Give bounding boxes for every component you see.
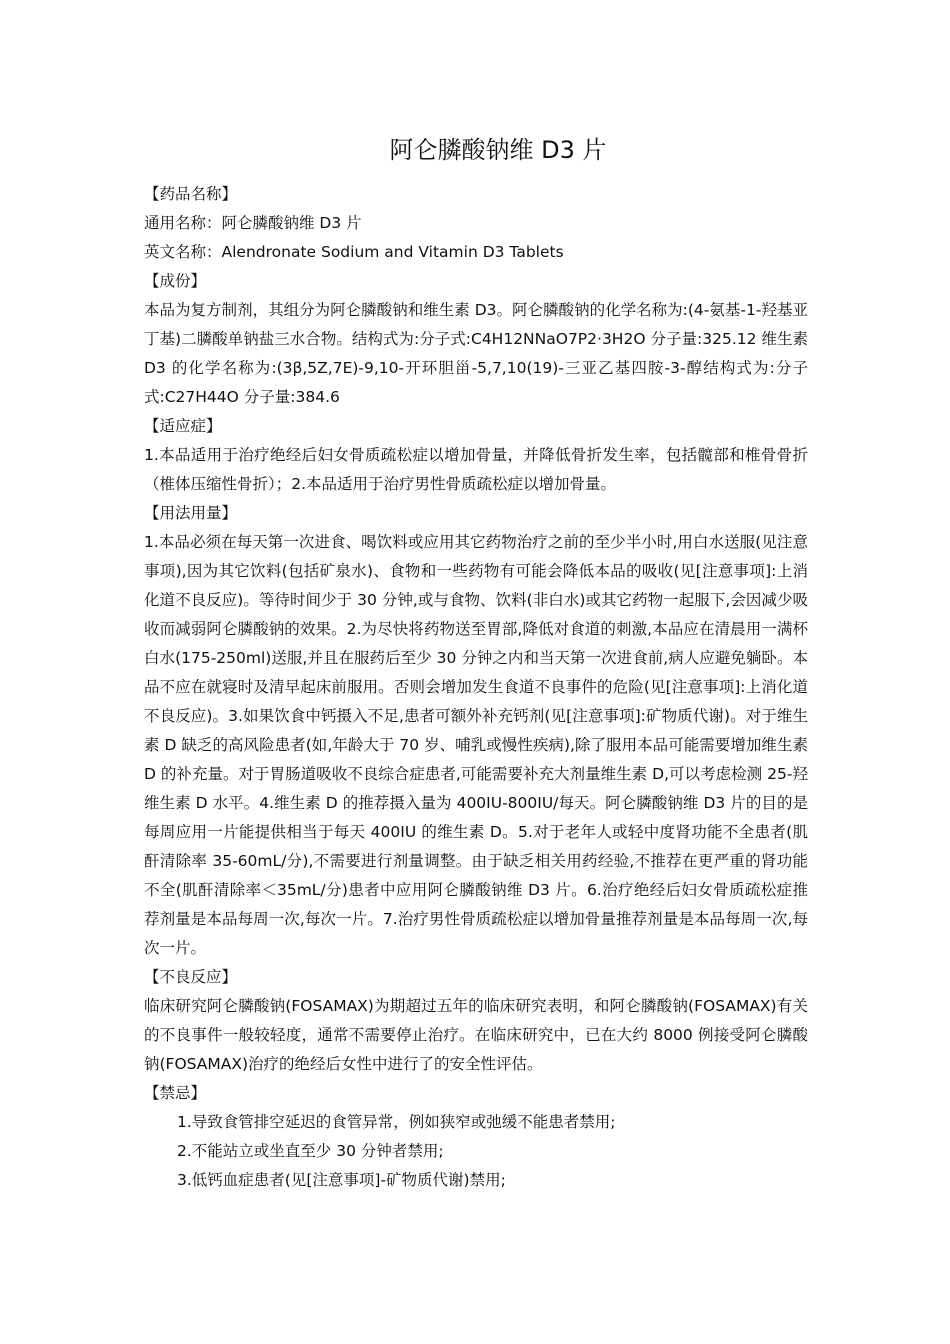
contraindication-item: 1.导致食管排空延迟的食管异常，例如狭窄或弛缓不能患者禁用; bbox=[177, 1113, 616, 1131]
dosage-text: 1.本品必须在每天第一次进食、喝饮料或应用其它药物治疗之前的至少半小时,用白水送服(见注意事项),因为其它饮料(包括矿泉水)、食物和一些药物有可能会降低本品的吸收(见[注意事项]:上消化道不良反应)。等待时间少于 30 分钟,或与食物、饮料(非白水)或其它药物一起服下,会因减少吸收而减弱阿仑膦酸钠的效果。2.为尽快将药物送至胃部,降低对食道的刺激,本品应在清晨用一满杯白水(175-250ml)送服,并且在服药后至少 30 分钟之内和当天第一次进食前,病人应避免躺卧。本品不应在就寝时及清早起床前服用。否则会增加发生食道不良事件的危险(见[注意事项]:上消化道不良反应)。3.如果饮食中钙摄入不足,患者可额外补充钙剂(见[注意事项]:矿物质代谢)。对于维生素 D 缺乏的高风险患者(如,年龄大于 70 岁、哺乳或慢性疾病),除了服用本品可能需要增加维生素 D 的补充量。对于胃肠道吸收不良综合症患者,可能需要补充大剂量维生素 D,可以考虑检测 25-羟维生素 D 水平。4.维生素 D 的推荐摄入量为 400IU-800IU/每天。阿仑膦酸钠维 D3 片的目的是每周应用一片能提供相当于每天 400IU 的维生素 D。5.对于老年人或轻中度肾功能不全患者(肌酐清除率 35-60mL/分),不需要进行剂量调整。由于缺乏相关用药经验,不推荐在更严重的肾功能不全(肌酐清除率＜35mL/分)患者中应用阿仑膦酸钠维 D3 片。6.治疗绝经后妇女骨质疏松症推荐剂量是本品每周一次,每次一片。7.治疗男性骨质疏松症以增加骨量推荐剂量是本品每周一次,每次一片。 bbox=[144, 533, 808, 957]
document-title: 阿仑膦酸钠维 D3 片 bbox=[389, 136, 607, 164]
document-body bbox=[144, 180, 808, 1195]
section-heading-name: 【药品名称】 bbox=[144, 185, 238, 203]
contraindication-item: 2.不能站立或坐直至少 30 分钟者禁用; bbox=[177, 1142, 444, 1160]
composition-text: 本品为复方制剂，其组分为阿仑膦酸钠和维生素 D3。阿仑膦酸钠的化学名称为:(4-氨基-1-羟基亚丁基)二膦酸单钠盐三水合物。结构式为:分子式:C4H12NNaO7P2·3H2O 分子量:325.12 维生素 D3 的化学名称为:(3β,5Z,7E)-9,10-开环胆甾-5,7,10(19)-三亚乙基四胺-3-醇结构式为:分子式:C27H44O 分子量:384.6 bbox=[144, 301, 808, 406]
english-name: 英文名称：Alendronate Sodium and Vitamin D3 Tablets bbox=[144, 243, 564, 261]
contraindication-item: 3.低钙血症患者(见[注意事项]-矿物质代谢)禁用; bbox=[177, 1171, 506, 1189]
section-heading-composition: 【成份】 bbox=[144, 272, 207, 290]
generic-name: 通用名称：阿仑膦酸钠维 D3 片 bbox=[144, 214, 362, 232]
section-heading-indications: 【适应症】 bbox=[144, 417, 222, 435]
section-heading-contraindications: 【禁忌】 bbox=[144, 1084, 207, 1102]
adverse-text: 临床研究阿仑膦酸钠(FOSAMAX)为期超过五年的临床研究表明，和阿仑膦酸钠(FOSAMAX)有关的不良事件一般较轻度，通常不需要停止治疗。在临床研究中，已在大约 8000 例接受阿仑膦酸钠(FOSAMAX)治疗的绝经后女性中进行了的安全性评估。 bbox=[144, 997, 808, 1073]
section-heading-adverse: 【不良反应】 bbox=[144, 968, 238, 986]
indications-text: 1.本品适用于治疗绝经后妇女骨质疏松症以增加骨量，并降低骨折发生率，包括髋部和椎骨骨折（椎体压缩性骨折）；2.本品适用于治疗男性骨质疏松症以增加骨量。 bbox=[144, 446, 808, 493]
section-heading-dosage: 【用法用量】 bbox=[144, 504, 238, 522]
